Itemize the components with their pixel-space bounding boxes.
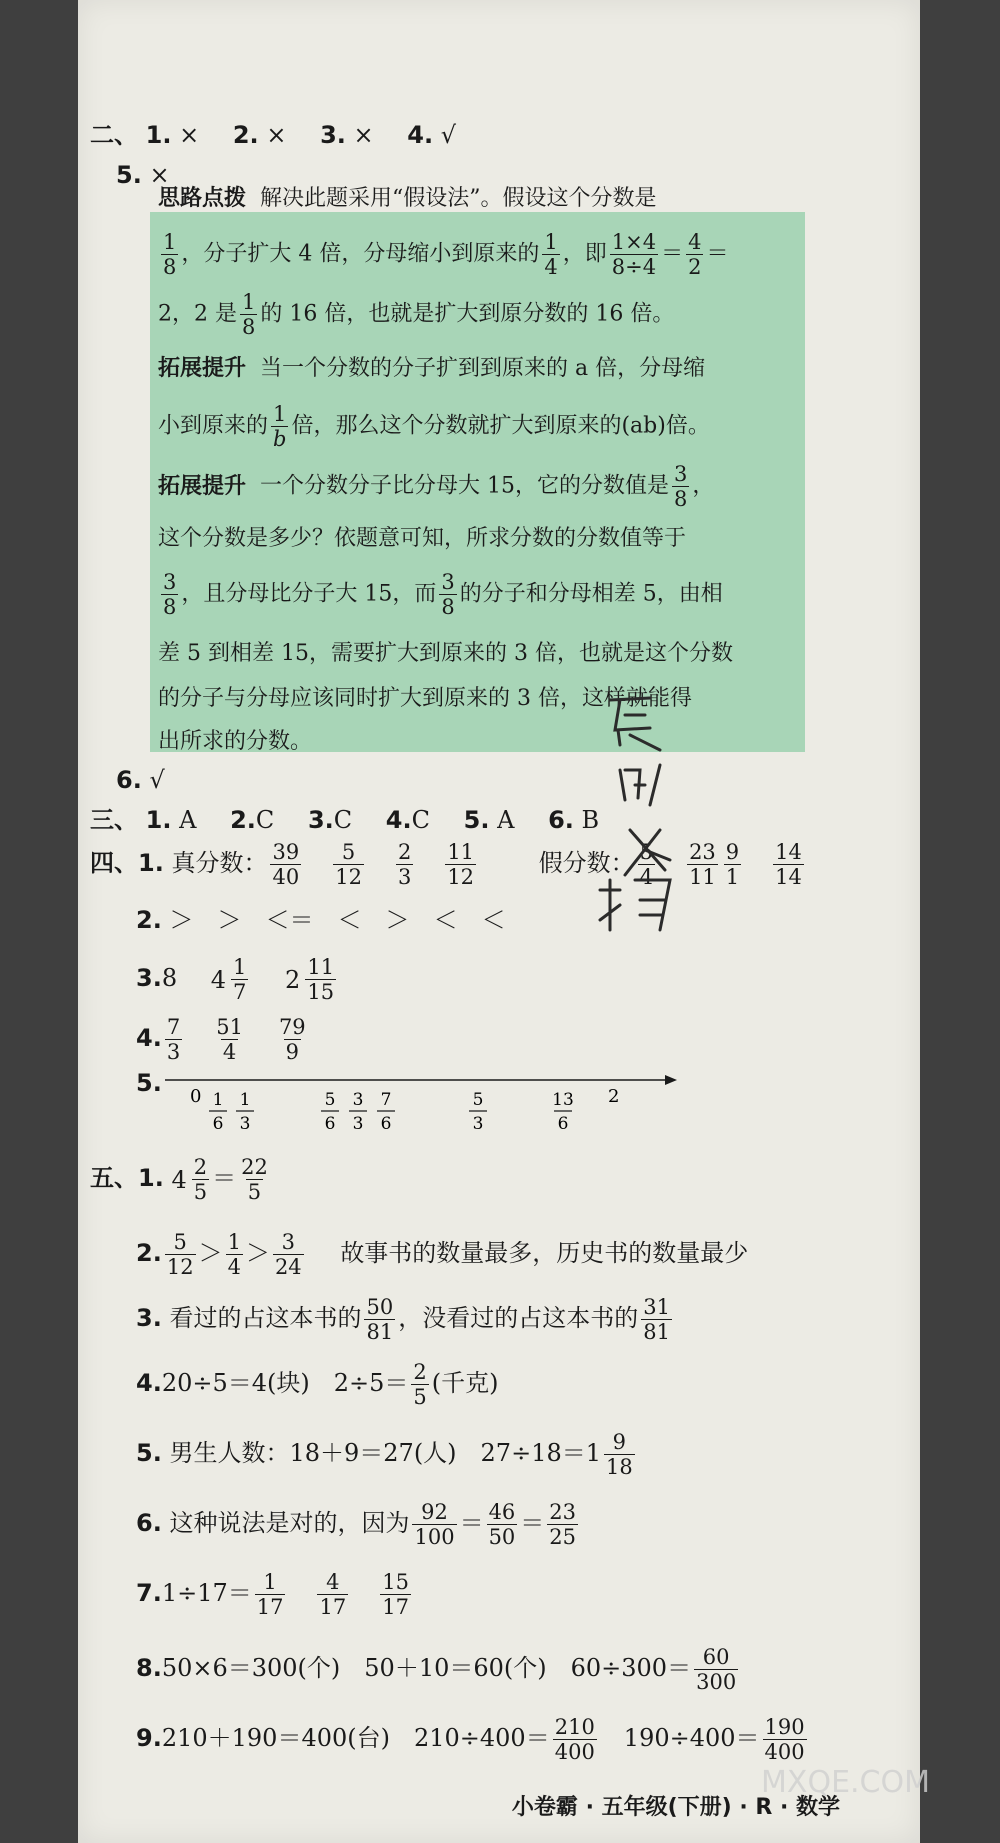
ext-line1 [158,355,705,383]
answer: √ [440,121,457,149]
ext-heading: 拓展提升 [158,356,247,381]
fraction: $\frac{14}{14}$ [775,840,802,889]
s5-item5: 5. 男生人数：18＋9＝27(人) 27÷18＝1 $\frac{9}{18}$ [136,1430,633,1479]
ext-text: 倍，那么这个分数就扩大到原来的(ab)倍。 [291,413,710,439]
section-label: 四、 [90,849,138,877]
mixed-number: 2 11 15 [285,955,335,1004]
section-label: 二、 [90,121,138,149]
svg-text:5: 5 [324,1090,336,1110]
label-proper: 真分数： [171,849,268,877]
fraction: $\frac{51}{4}$ [216,1015,243,1064]
ext-heading: 拓展提升 [158,473,247,499]
svg-text:1: 1 [239,1090,251,1110]
fraction: $\frac{22}{5}$ [241,1155,268,1204]
s5-item8: 8.50×6＝300(个) 50＋10＝60(个) 60÷300＝ $\frac{60}{300}$ [136,1645,737,1694]
item-num: 4. [407,121,434,149]
fraction: $\frac{5}{4}$ [639,840,654,889]
fraction: $\frac{3}{8}$ [441,570,455,619]
s5-item9: 9.210＋190＝400(台) 210÷400＝ $\frac{210}{400}$ 190÷400＝ $\frac{190}{400}$ [136,1715,805,1764]
compare-signs: ＞ ＞ ＜＝ ＜ ＞ ＜ ＜ [169,906,506,934]
tip-text: 2，2 是 [158,301,237,327]
fraction: $\frac{4}{2}$ [688,230,702,279]
s5-item3: 3. 看过的占这本书的 $\frac{50}{81}$ ，没看过的占这本书的 $\frac{31}{81}$ [136,1295,670,1344]
number-line [160,1055,680,1145]
ext-text: 的分子与分母应该同时扩大到原来的 3 倍，这样就能得 [158,686,692,711]
fraction: $\frac{7}{3}$ [166,1015,181,1064]
conclusion-text: 故事书的数量最多，历史书的数量最少 [340,1239,749,1267]
fraction: $\frac{5}{12}$ [335,840,362,889]
tip-line1 [158,185,657,213]
ext2-line1: 拓展提升 一个分数分子比分母大 15，它的分数值是 $\frac{3}{8}$ ， [158,462,715,511]
fraction: $\frac{1}{8}$ [242,290,256,339]
ext-line2 [158,402,710,451]
ext-text: ，且分母比分子大 15，而 [181,581,437,607]
s4-item2: 2. ＞ ＞ ＜＝ ＜ ＞ ＜ ＜ [136,906,506,934]
tip-text: ，分子扩大 4 倍，分母缩小到原来的 [181,241,540,267]
svg-text:13: 13 [552,1090,574,1110]
fraction: $\frac{2}{3}$ [397,840,412,889]
tip-text: 的 16 倍，也就是扩大到原分数的 16 倍。 [260,301,675,327]
tick-label-2: 2 [608,1086,620,1107]
svg-text:7: 7 [380,1090,392,1110]
s5-item1: 五、1. 4 2 5 ＝ $\frac{22}{5}$ [90,1155,268,1204]
tip-heading: 思路点拨 [158,186,247,211]
fraction: $\frac{39}{40}$ [272,840,300,889]
answer: × [179,121,200,149]
item-num: 3. [320,121,346,149]
label-improper: 假分数： [538,849,635,877]
section-label: 三、 [90,806,138,834]
ext2-line2 [158,525,686,553]
watermark: MXQE.COM [761,1765,930,1800]
numberline-fraction-label [552,1090,574,1134]
item-num: 2. [232,121,259,149]
fraction: $\frac{3}{8}$ [163,570,177,619]
numberline-fraction-label [377,1090,395,1134]
fraction: $\frac{9}{1}$ [725,840,740,889]
numberline-fraction-label [469,1090,487,1134]
tip-text: ，即 [562,241,607,267]
ext2-line6 [158,728,312,756]
mixed-number: 4 1 7 [210,955,247,1004]
item-num: 1. [145,121,172,149]
s4-item1: 四、1. 真分数： $\frac{39}{40}$ $\frac{5}{12}$ $\frac{2}{3}$ $\frac{11}{12}$ 假分数： $\frac{5}{4}$ $\frac{23}{11}$ $\frac{9}{1}$ $\frac{14}{14}$ [90,840,802,889]
numberline-fraction-label [349,1090,367,1134]
s2-line1 [90,120,456,150]
answer: × [353,121,374,149]
svg-text:3: 3 [352,1114,364,1134]
fraction: $\frac{1}{4}$ [544,230,558,279]
svg-text:3: 3 [472,1114,484,1134]
tip-text: 解决此题采用“假设法”。假设这个分数是 [260,186,657,211]
ext-text: 当一个分数的分子扩到到原来的 a 倍，分母缩 [260,356,706,381]
ext-text: 出所求的分数。 [158,729,313,754]
handwriting-scribble [590,690,760,940]
tip-line2: $\frac{1}{8}$ ，分子扩大 4 倍，分母缩小到原来的 $\frac{1}{4}$ ，即 $\frac{1\times 4}{8\div 4}$ ＝ $\frac{4}{2}$ ＝ [163,230,729,279]
numberline-fraction-label [321,1090,339,1134]
section-label: 五、 [90,1164,138,1192]
fraction: $\frac{1}{8}$ [163,230,177,279]
answer: × [266,121,287,149]
svg-text:5: 5 [472,1090,484,1110]
fraction: $\frac{3}{8}$ [674,462,688,511]
ext2-line3 [158,570,723,619]
fraction: $\frac{23}{11}$ [689,840,716,889]
s5-item2: 2. $\frac{5}{12}$ ＞ $\frac{1}{4}$ ＞ $\frac{3}{24}$ 故事书的数量最多，历史书的数量最少 [136,1230,749,1279]
fraction: $\frac{1}{b}$ [273,402,287,451]
answer: √ [149,766,165,794]
s5-item4: 4.20÷5＝4(块) 2÷5＝ $\frac{2}{5}$ (千克) [136,1360,499,1409]
answer: × [149,161,170,189]
tip-line3 [158,290,674,339]
item-num: 6. [116,766,142,794]
item-num: 5. [116,161,142,189]
fraction: $\frac{1\times 4}{8\div 4}$ [611,230,657,279]
s4-item5-num: 5. [136,1069,162,1097]
svg-text:6: 6 [380,1114,392,1134]
numberline-fraction-label [209,1090,227,1134]
ext2-line4 [158,640,733,668]
page-footer: 小卷霸 · 五年级(下册) · R · 数学 [511,1795,840,1820]
ext-text: 的分子和分母相差 5，由相 [459,581,723,607]
tick-label-0: 0 [190,1086,202,1107]
numberline-fraction-label [236,1090,254,1134]
ext-text: 这个分数是多少？依题意可知，所求分数的分数值等于 [158,526,687,551]
svg-text:1: 1 [212,1090,224,1110]
s2-item6 [116,765,165,795]
s4-item4: 4. $\frac{7}{3}$ $\frac{51}{4}$ $\frac{79}{9}$ [136,1015,306,1064]
svg-text:6: 6 [324,1114,336,1134]
s5-item7: 7.1÷17＝ $\frac{1}{17}$ $\frac{4}{17}$ $\frac{15}{17}$ [136,1570,409,1619]
s3-line: 三、 1. A 2.C 3.C 4.C 5. A 6. B [90,806,600,834]
ext-text: 一个分数分子比分母大 15，它的分数值是 [260,473,670,499]
ext-text: 小到原来的 [158,413,269,439]
svg-text:6: 6 [212,1114,224,1134]
ext-text: 差 5 到相差 15，需要扩大到原来的 3 倍，也就是这个分数 [158,641,733,666]
svg-text:6: 6 [557,1114,569,1134]
fraction: $\frac{11}{12}$ [447,840,475,889]
fraction: $\frac{79}{9}$ [278,1015,306,1064]
svg-text:3: 3 [239,1114,251,1134]
s5-item6: 6. 这种说法是对的，因为 $\frac{92}{100}$ ＝ $\frac{46}{50}$ ＝ $\frac{23}{25}$ [136,1500,577,1549]
svg-text:3: 3 [352,1090,364,1110]
s4-item3: 3.8 4 1 7 2 11 15 [136,955,339,1004]
